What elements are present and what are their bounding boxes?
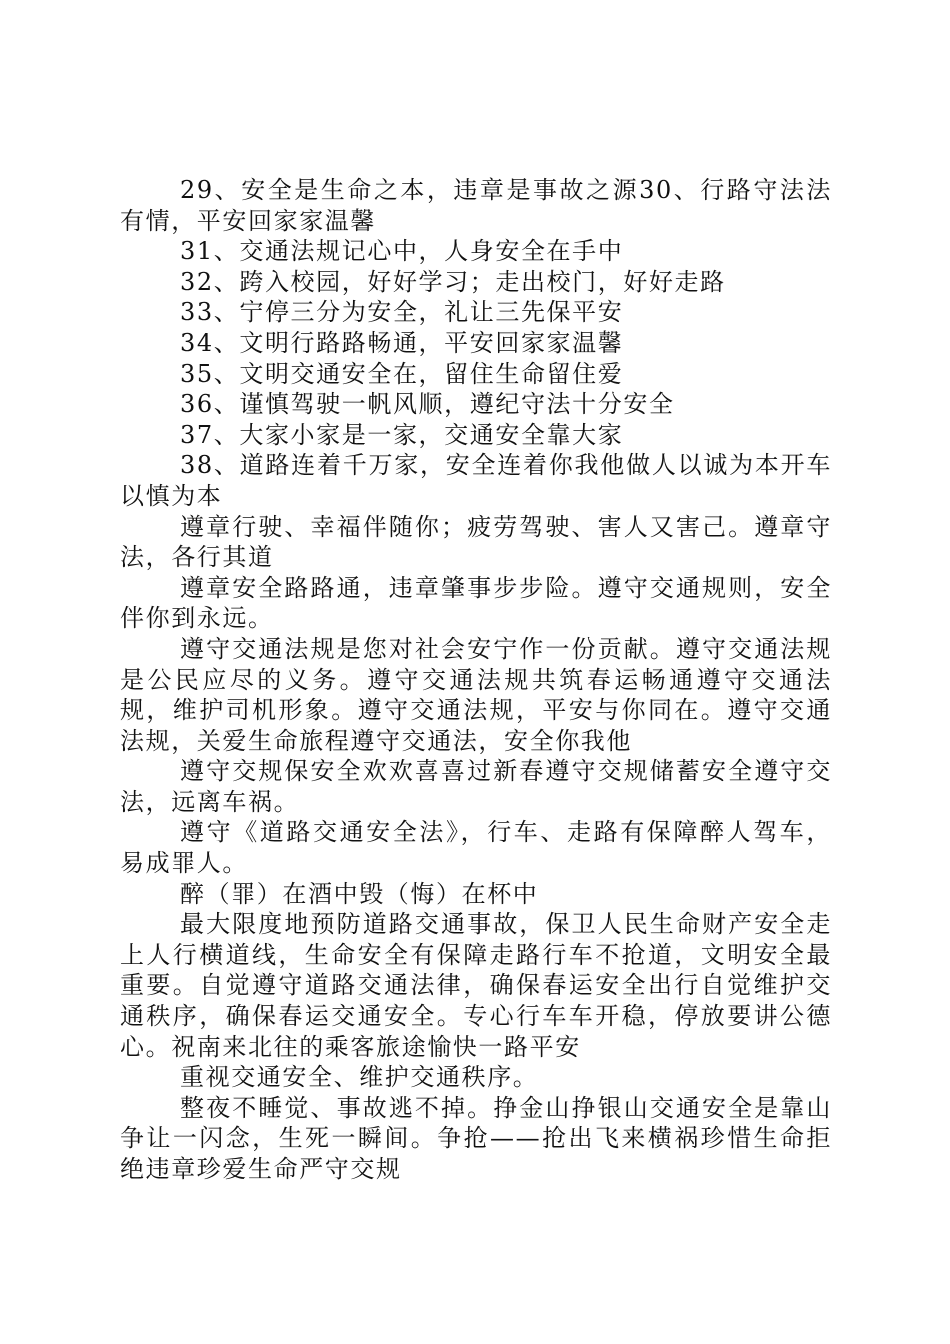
paragraph: 遵章行驶、幸福伴随你；疲劳驾驶、害人又害己。遵章守法，各行其道	[120, 512, 832, 572]
paragraph: 遵守《道路交通安全法》，行车、走路有保障醉人驾车，易成罪人。	[120, 818, 832, 878]
paragraph: 醉（罪）在酒中毁（悔）在杯中	[180, 879, 539, 908]
paragraph: 遵守交通法规是您对社会安宁作一份贡献。遵守交通法规是公民应尽的义务。遵守交通法规共筑春运畅通遵守交通法规，维护司机形象。遵守交通法规，平安与你同在。遵守交通法规，关爱生命旅程遵守交通法，安全你我他	[120, 634, 832, 755]
paragraph: 38、道路连着千万家，安全连着你我他做人以诚为本开车以慎为本	[120, 451, 832, 510]
paragraph: 36、谨慎驾驶一帆风顺，遵纪守法十分安全	[180, 390, 675, 419]
paragraph: 37、大家小家是一家，交通安全靠大家	[180, 420, 624, 449]
paragraph: 最大限度地预防道路交通事故，保卫人民生命财产安全走上人行横道线，生命安全有保障走路行车不抢道，文明安全最重要。自觉遵守道路交通法律，确保春运安全出行自觉维护交通秩序，确保春运交通安全。专心行车车开稳，停放要讲公德心。祝南来北往的乘客旅途愉快一路平安	[120, 910, 832, 1061]
paragraph: 遵章安全路路通，违章肇事步步险。遵守交通规则，安全伴你到永远。	[120, 573, 832, 633]
paragraph: 遵守交规保安全欢欢喜喜过新春遵守交规储蓄安全遵守交法，远离车祸。	[120, 757, 832, 816]
paragraph: 33、宁停三分为安全，礼让三先保平安	[180, 298, 624, 327]
paragraph: 32、跨入校园，好好学习；走出校门，好好走路	[180, 267, 726, 296]
paragraph: 整夜不睡觉、事故逃不掉。挣金山挣银山交通安全是靠山争让一闪念，生死一瞬间。争抢——抢出飞来横祸珍惜生命拒绝违章珍爱生命严守交规	[120, 1093, 832, 1183]
paragraph: 重视交通安全、维护交通秩序。	[180, 1063, 539, 1092]
paragraph: 29、安全是生命之本，违章是事故之源30、行路守法法有情，平安回家家温馨	[120, 176, 832, 235]
paragraph: 35、文明交通安全在，留住生命留住爱	[180, 359, 624, 388]
document-body	[120, 175, 832, 1185]
paragraph: 34、文明行路路畅通，平安回家家温馨	[180, 328, 624, 357]
paragraph: 31、交通法规记心中，人身安全在手中	[180, 237, 624, 266]
